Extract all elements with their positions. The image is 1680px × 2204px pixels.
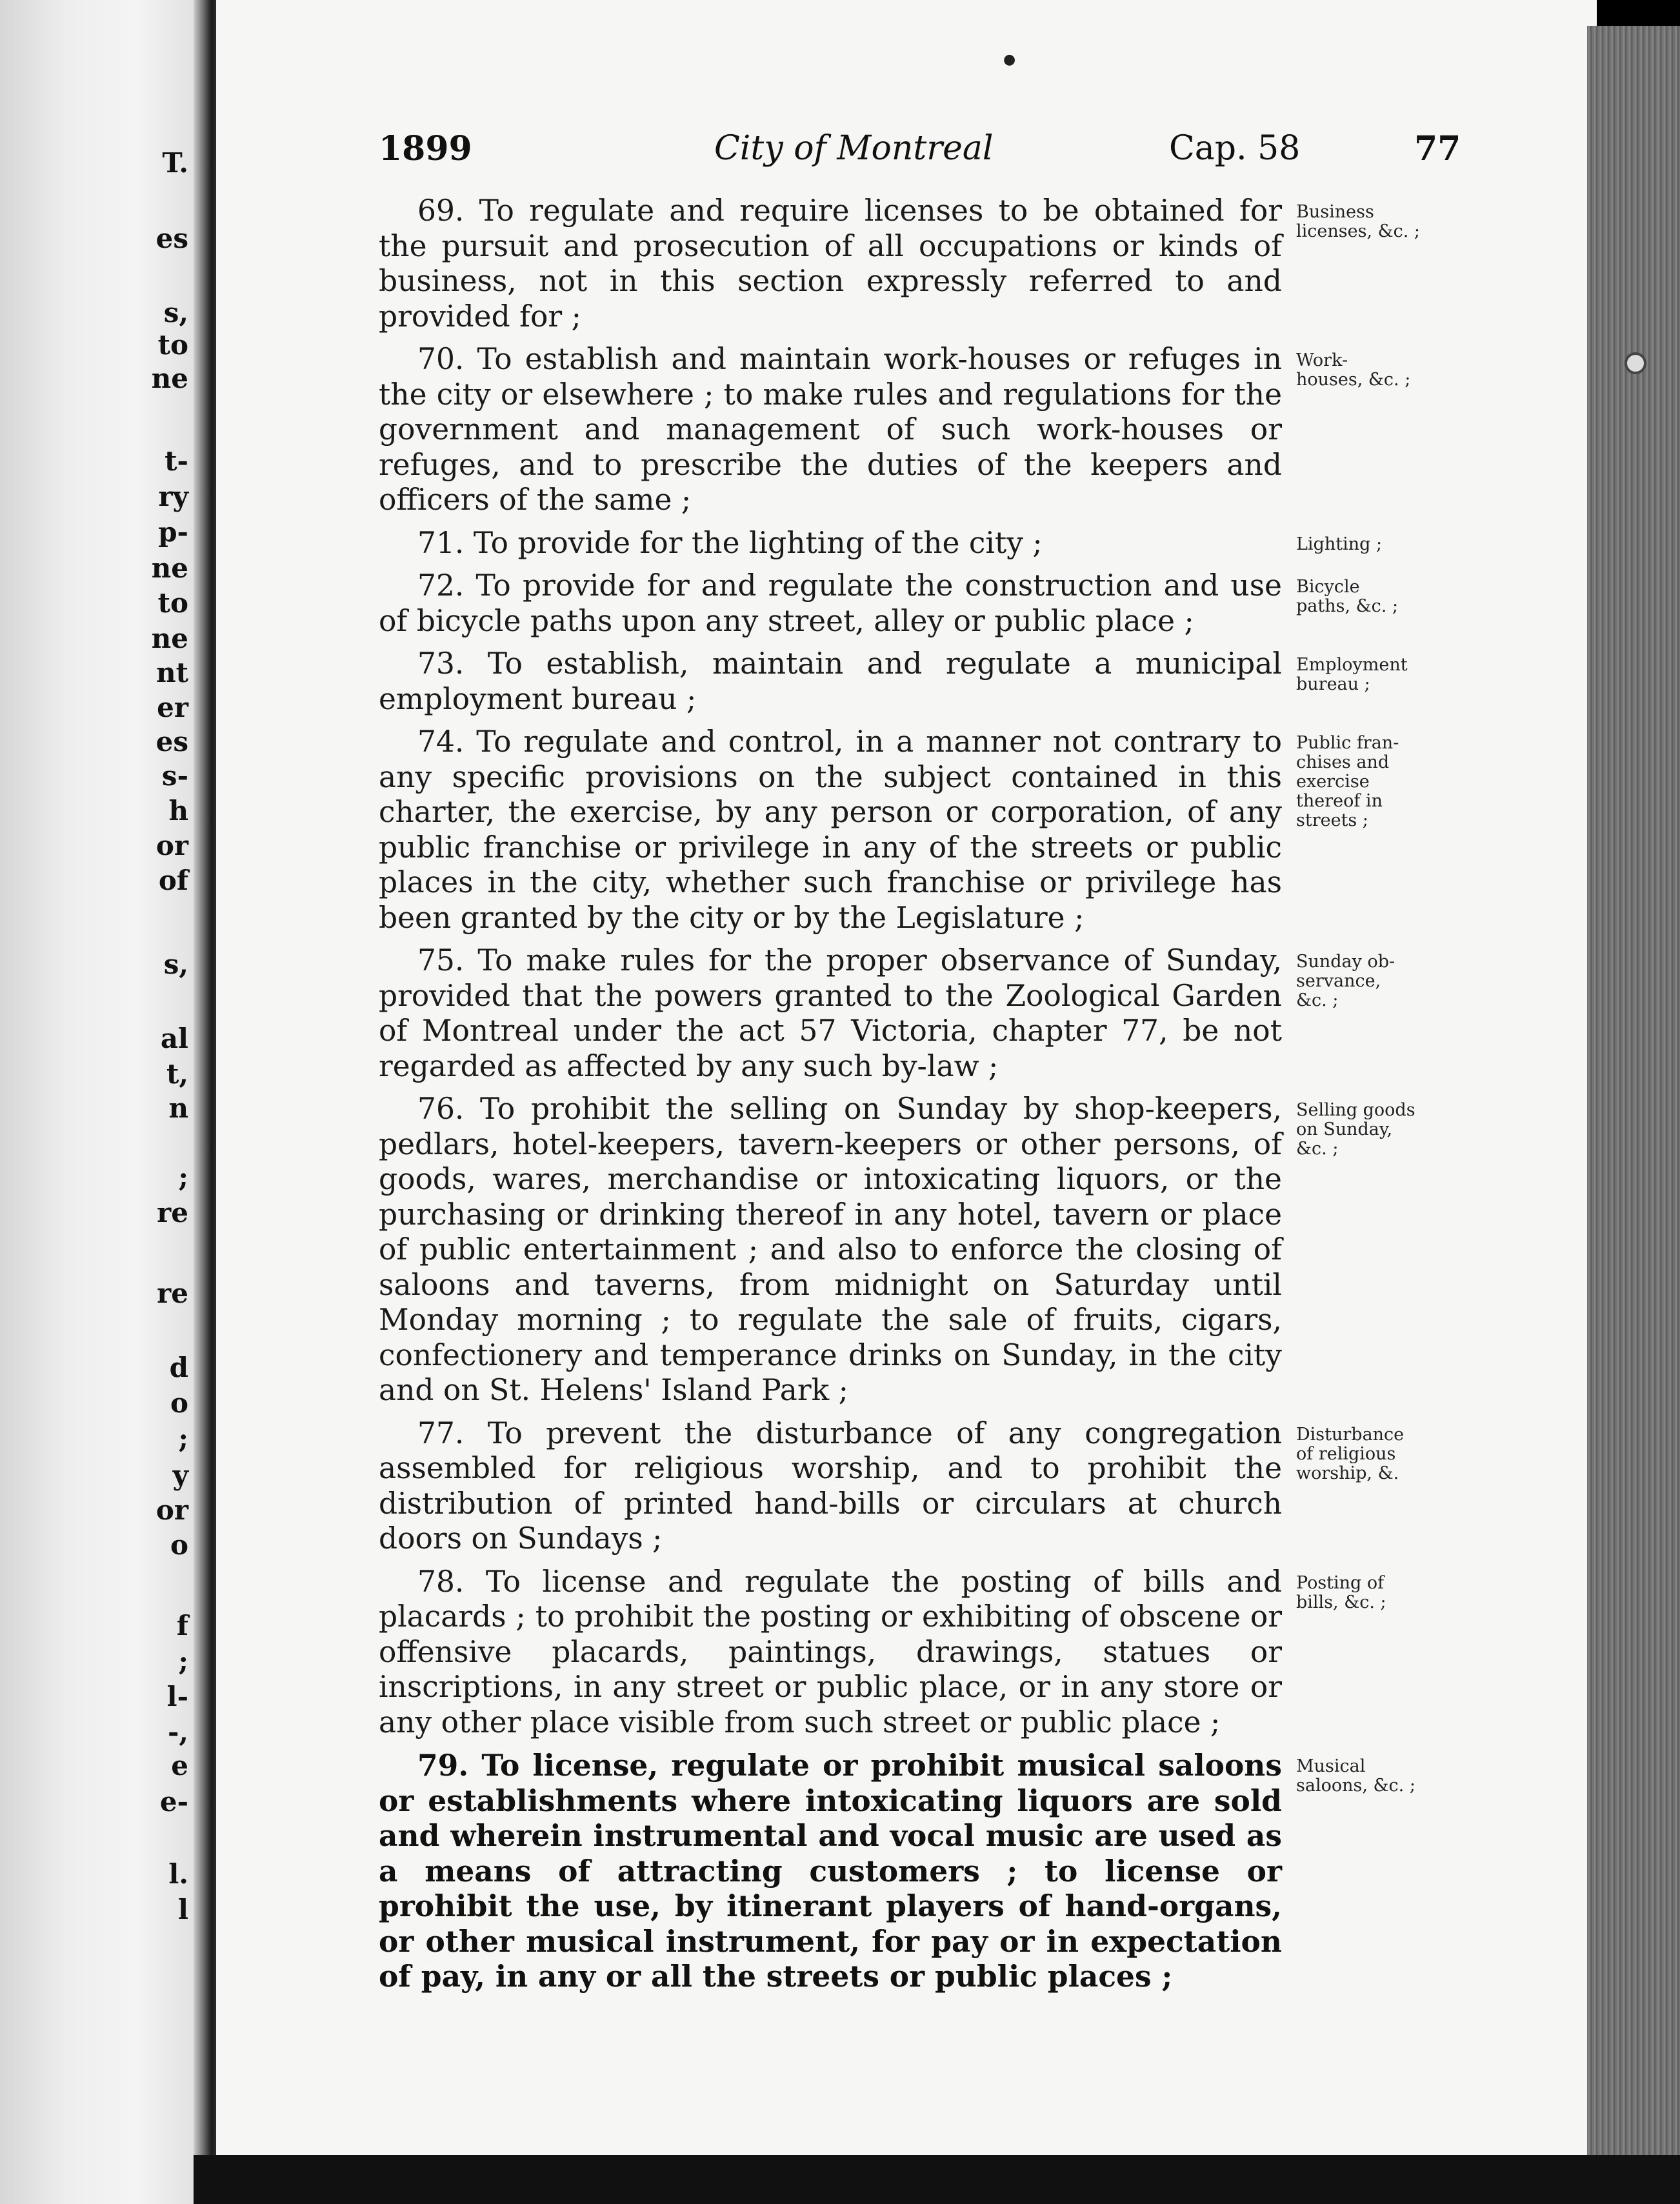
header-chapter: Cap. 58 xyxy=(1169,129,1301,168)
left-page-fragment: l- xyxy=(166,1681,188,1712)
left-page-fragment: nt xyxy=(156,657,188,688)
section-paragraph xyxy=(379,342,1411,518)
margin-note-line: licenses, &c. ; xyxy=(1296,221,1421,241)
margin-note xyxy=(1296,646,1438,694)
margin-note-line: houses, &c. ; xyxy=(1296,370,1411,390)
margin-note-line: Work- xyxy=(1296,350,1348,370)
left-page-fragment: ; xyxy=(178,1423,188,1454)
margin-note-line: Sunday ob- xyxy=(1296,952,1395,972)
left-page-fragment: re xyxy=(157,1277,188,1309)
header-title: City of Montreal xyxy=(714,129,994,168)
section-text: 77. To prevent the disturbance of any congregation assembled for religious worship, and to prohibit the distribution of printed hand-bills or circulars at church doors on Sundays ; xyxy=(379,1416,1282,1556)
left-page-fragment: e- xyxy=(159,1786,188,1818)
margin-note xyxy=(1296,1092,1438,1159)
section-paragraph xyxy=(379,1564,1386,1741)
left-page-fragment: l. xyxy=(168,1858,188,1890)
page-number: 77 xyxy=(1414,129,1461,168)
margin-note xyxy=(1296,342,1438,390)
section-paragraph xyxy=(379,646,1408,717)
left-page-fragment: l xyxy=(178,1894,188,1925)
margin-note-line: &c. ; xyxy=(1296,990,1339,1010)
section-text: 76. To prohibit the selling on Sunday by shop-keepers, pedlars, hotel-keepers, tavern-keepers or other persons, of goods, wares, merchandise or intoxicating liquors, or the purchasing or drinking thereof in any hotel, tavern or place of public entertainment ; and also to enforce the closing of saloons and taverns, from midnight on Saturday until Monday morning ; to regulate the sale of fruits, cigars, confectionery and temperance drinks on Sunday, in the city and on St. Helens' Island Park ; xyxy=(379,1092,1282,1407)
section-paragraph xyxy=(379,1748,1415,1994)
margin-note-line: &c. ; xyxy=(1296,1139,1339,1159)
section-text: 78. To license and regulate the posting of bills and placards ; to prohibit the posting or exhibiting of obscene or offensive placards, paintings, drawings, statues or inscriptions, in any street or public place, or in any store or any other place visible from such street or public place ; xyxy=(379,1564,1282,1739)
left-page-fragment: ne xyxy=(151,623,188,654)
section-paragraph xyxy=(379,525,1383,561)
left-page-fragment: or xyxy=(155,1494,188,1526)
margin-note-line: paths, &c. ; xyxy=(1296,596,1399,616)
section-paragraph xyxy=(379,194,1421,334)
margin-note xyxy=(1296,943,1438,1010)
left-page-fragment: ; xyxy=(178,1645,188,1677)
margin-note xyxy=(1296,1565,1438,1612)
margin-note-line: servance, xyxy=(1296,971,1381,991)
left-page-fragment: f xyxy=(176,1610,188,1641)
left-page-fragment: or xyxy=(155,830,188,861)
page-edges xyxy=(1587,26,1680,2155)
left-page-fragment: d xyxy=(169,1352,188,1383)
left-page-fragment: er xyxy=(157,692,188,723)
section-text: 69. To regulate and require licenses to be obtained for the pursuit and prosecution of all occupations or kinds of business, not in this section expressly referred to and provided for ; xyxy=(379,194,1282,334)
section-text: 79. To license, regulate or prohibit musical saloons or establishments where intoxicating liquors are sold and wherein instrumental and vocal music are used as a means of attracting customers ; to license or prohibit the use, by itinerant players of hand-organs, or other musical instrument, for pay or in expectation of pay, in any or all the streets or public places ; xyxy=(379,1748,1282,1994)
left-page-fragment: h xyxy=(168,795,188,827)
book-gutter xyxy=(194,0,219,2204)
left-page-fragment: re xyxy=(157,1197,188,1228)
margin-note xyxy=(1296,526,1438,554)
margin-note xyxy=(1296,194,1438,241)
margin-note-line: thereof in xyxy=(1296,791,1383,811)
margin-note-line: bills, &c. ; xyxy=(1296,1592,1386,1612)
left-page-fragment: y xyxy=(172,1459,188,1491)
left-page-fragment: t, xyxy=(166,1058,188,1090)
margin-note-line: on Sunday, xyxy=(1296,1119,1393,1139)
left-page-fragment: ne xyxy=(151,363,188,394)
left-page-fragment: s- xyxy=(161,760,188,792)
section-paragraph xyxy=(379,943,1395,1084)
margin-note-line: worship, &. xyxy=(1296,1463,1399,1483)
section-paragraph xyxy=(379,1092,1415,1408)
margin-note-line: exercise xyxy=(1296,772,1370,792)
left-page-fragment: s, xyxy=(163,297,188,328)
binding-hole-icon xyxy=(1625,352,1646,374)
left-page-fragment: es xyxy=(155,726,188,757)
left-page-fragment: of xyxy=(158,865,188,896)
margin-note-line: Public fran- xyxy=(1296,733,1399,753)
margin-note-line: Employment xyxy=(1296,655,1408,675)
left-page-fragment: to xyxy=(157,587,188,619)
left-page-fragment: o xyxy=(170,1529,188,1561)
left-page-fragment: s, xyxy=(163,948,188,980)
section-text: 75. To make rules for the proper observance of Sunday, provided that the powers granted to the Zoological Garden of Montreal under the act 57 Victoria, chapter 77, be not regarded as affected by any such by-law ; xyxy=(379,943,1282,1083)
left-page-fragment: T. xyxy=(162,147,188,179)
margin-note-line: Business xyxy=(1296,202,1374,222)
margin-note-line: Selling goods xyxy=(1296,1100,1415,1120)
left-page-fragment: e xyxy=(171,1750,188,1781)
previous-page-strip xyxy=(0,0,194,2204)
left-page-fragment: ry xyxy=(158,481,188,512)
left-page-fragment: o xyxy=(170,1387,188,1419)
margin-note xyxy=(1296,1748,1438,1796)
margin-note-line: of religious xyxy=(1296,1443,1396,1464)
margin-note-line: saloons, &c. ; xyxy=(1296,1776,1415,1796)
section-text: 72. To provide for and regulate the construction and use of bicycle paths upon any street, alley or public place ; xyxy=(379,568,1282,638)
scan-border xyxy=(194,2155,1680,2204)
margin-note xyxy=(1296,568,1438,616)
margin-note-line: Musical xyxy=(1296,1756,1366,1776)
left-page-fragment: p- xyxy=(158,516,188,548)
margin-note-line: Lighting ; xyxy=(1296,534,1383,554)
left-page-fragment: t- xyxy=(165,445,188,477)
ink-speck: ● xyxy=(1003,52,1016,68)
margin-note-line: bureau ; xyxy=(1296,674,1370,694)
left-page-fragment: ; xyxy=(178,1161,188,1193)
running-header xyxy=(379,129,1461,174)
margin-note-line: streets ; xyxy=(1296,810,1368,830)
margin-note-line: Bicycle xyxy=(1296,577,1360,597)
header-year: 1899 xyxy=(379,129,472,168)
section-text: 74. To regulate and control, in a manner not contrary to any specific provisions on the subject contained in this charter, the exercise, by any person or corporation, of any public franchise or privilege in any of the streets or public places in the city, whether such franchise or privilege has been granted by the city or by the Legislature ; xyxy=(379,725,1282,935)
margin-note xyxy=(1296,1416,1438,1483)
section-paragraph xyxy=(379,1416,1405,1557)
margin-note xyxy=(1296,725,1438,830)
left-page-fragment: al xyxy=(160,1023,188,1054)
left-page-fragment: es xyxy=(155,223,188,254)
margin-note-line: Disturbance xyxy=(1296,1424,1405,1445)
section-paragraph xyxy=(379,568,1399,639)
section-text: 70. To establish and maintain work-houses or refuges in the city or elsewhere ; to make rules and regulations for the government and management of such work-houses or refuges, and to prescribe the duties of the keepers and officers of the same ; xyxy=(379,342,1282,517)
margin-note-line: Posting of xyxy=(1296,1572,1385,1593)
section-text: 71. To provide for the lighting of the city ; xyxy=(417,525,1043,560)
left-page-fragment: to xyxy=(157,329,188,361)
section-text: 73. To establish, maintain and regulate a municipal employment bureau ; xyxy=(379,646,1282,716)
margin-note-line: chises and xyxy=(1296,752,1390,772)
left-page-fragment: n xyxy=(168,1092,188,1124)
left-page-fragment: ne xyxy=(151,552,188,584)
document-body xyxy=(379,194,1421,2002)
left-page-fragment: -, xyxy=(167,1716,188,1748)
section-paragraph xyxy=(379,725,1399,936)
